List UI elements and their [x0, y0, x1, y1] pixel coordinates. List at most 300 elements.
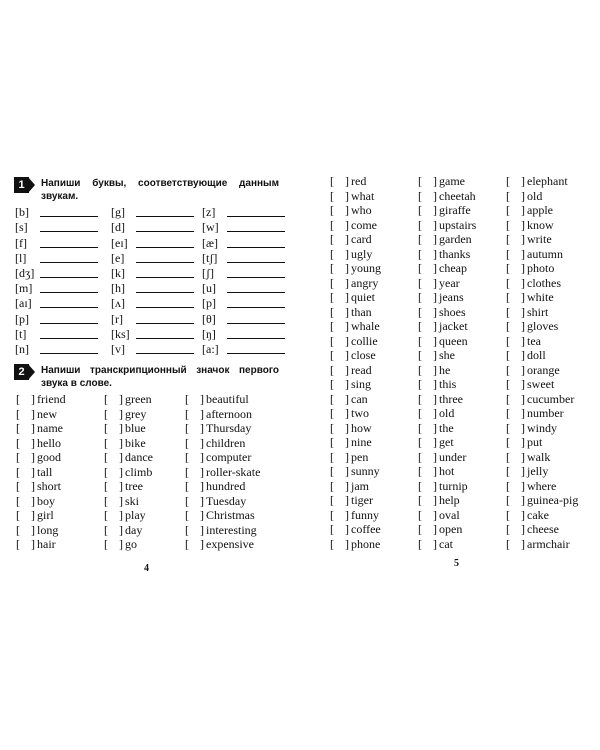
bracket-close: ] — [345, 261, 349, 275]
bracket-open: [ — [506, 348, 510, 362]
task-1-instruction: Напиши буквы, соответствующие данным звукам. — [41, 178, 279, 202]
word-item — [330, 174, 381, 189]
bracket-close: ] — [433, 362, 437, 377]
bracket-open: [ — [506, 304, 510, 319]
answer-blank[interactable] — [136, 337, 194, 339]
bracket-close: ] — [345, 507, 349, 522]
bracket-open: [ — [418, 391, 422, 406]
bracket-close: ] — [345, 319, 349, 333]
bracket-close: ] — [345, 203, 349, 217]
bracket-open: [ — [418, 522, 422, 536]
word-item — [418, 247, 476, 262]
word-text: queen — [439, 333, 468, 348]
sound-item — [202, 296, 290, 311]
word-item — [16, 392, 66, 407]
sound-symbol: [n] — [15, 341, 29, 356]
word-item — [104, 436, 153, 451]
bracket-open: [ — [506, 391, 510, 406]
word-text: whale — [351, 319, 380, 333]
word-text: cat — [439, 536, 453, 551]
bracket-close: ] — [345, 435, 349, 449]
word-item — [506, 377, 578, 392]
word-item — [330, 363, 381, 378]
bracket-close: ] — [433, 377, 437, 391]
bracket-open: [ — [506, 203, 510, 217]
answer-blank[interactable] — [40, 322, 98, 324]
bracket-close: ] — [521, 464, 525, 478]
bracket-open: [ — [330, 406, 334, 420]
bracket-close: ] — [433, 464, 437, 478]
sound-item — [202, 266, 290, 281]
bracket-open: [ — [506, 319, 510, 333]
bracket-close: ] — [345, 536, 349, 551]
answer-blank[interactable] — [136, 215, 194, 217]
bracket-close: ] — [433, 478, 437, 493]
bracket-open: [ — [418, 333, 422, 348]
word-text: cheese — [527, 522, 559, 536]
word-text: windy — [527, 420, 557, 435]
bracket-close: ] — [345, 232, 349, 246]
word-text: computer — [206, 450, 252, 464]
bracket-close: ] — [119, 479, 123, 493]
bracket-close: ] — [345, 449, 349, 464]
bracket-close: ] — [200, 421, 204, 435]
word-item — [506, 537, 578, 552]
bracket-close: ] — [433, 406, 437, 420]
word-text: clothes — [527, 275, 561, 290]
word-item — [330, 421, 381, 436]
sound-symbol: [s] — [15, 220, 28, 235]
bracket-close: ] — [31, 508, 35, 522]
word-text: red — [351, 174, 367, 188]
sound-item — [15, 296, 111, 311]
word-item — [330, 203, 381, 218]
word-text: put — [527, 435, 543, 449]
answer-blank[interactable] — [136, 322, 194, 324]
answer-blank[interactable] — [227, 337, 285, 339]
answer-blank[interactable] — [136, 261, 194, 263]
word-text: sing — [351, 377, 372, 391]
bracket-open: [ — [104, 493, 108, 508]
word-text: two — [351, 406, 369, 420]
word-text: armchair — [527, 536, 570, 551]
word-text: angry — [351, 275, 379, 290]
sound-item — [111, 266, 202, 281]
answer-blank[interactable] — [136, 246, 194, 248]
bracket-open: [ — [418, 536, 422, 551]
bracket-open: [ — [506, 217, 510, 232]
word-text: pen — [351, 449, 369, 464]
bracket-open: [ — [506, 493, 510, 507]
word-text: game — [439, 174, 465, 188]
bracket-open: [ — [16, 479, 20, 493]
word-text: climb — [125, 464, 153, 479]
word-text: green — [125, 392, 152, 406]
answer-blank[interactable] — [227, 215, 285, 217]
bracket-open: [ — [506, 536, 510, 551]
word-item — [506, 247, 578, 262]
word-text: phone — [351, 536, 381, 551]
sound-item — [202, 251, 290, 266]
bracket-close: ] — [521, 478, 525, 493]
bracket-close: ] — [521, 435, 525, 449]
bracket-open: [ — [330, 493, 334, 507]
sound-item — [15, 220, 111, 235]
word-text: collie — [351, 333, 378, 348]
sound-item — [15, 327, 111, 342]
word-text: hair — [37, 537, 56, 551]
bracket-open: [ — [185, 522, 189, 537]
bracket-close: ] — [31, 537, 35, 551]
word-item — [506, 232, 578, 247]
bracket-open: [ — [506, 188, 510, 203]
sound-item — [15, 281, 111, 296]
word-text: year — [439, 275, 460, 290]
sound-symbol: [ʌ] — [111, 296, 125, 311]
word-item — [330, 247, 381, 262]
word-item — [506, 276, 578, 291]
word-text: photo — [527, 261, 555, 275]
bracket-close: ] — [433, 232, 437, 246]
bracket-open: [ — [418, 174, 422, 188]
word-item — [104, 479, 153, 494]
word-item — [418, 450, 476, 465]
bracket-close: ] — [345, 217, 349, 232]
answer-blank[interactable] — [136, 291, 194, 293]
bracket-close: ] — [521, 522, 525, 536]
bracket-open: [ — [506, 377, 510, 391]
bracket-close: ] — [521, 348, 525, 362]
word-item — [330, 218, 381, 233]
bracket-open: [ — [104, 464, 108, 479]
sound-symbol: [eɪ] — [111, 235, 128, 250]
word-item — [506, 493, 578, 508]
sound-symbol: [m] — [15, 281, 33, 296]
word-text: turnip — [439, 478, 468, 493]
word-item — [506, 290, 578, 305]
bracket-close: ] — [521, 333, 525, 348]
word-text: name — [37, 421, 63, 435]
word-item — [330, 319, 381, 334]
sound-symbol: [ŋ] — [202, 326, 216, 341]
answer-blank[interactable] — [40, 306, 98, 308]
answer-blank[interactable] — [227, 352, 285, 354]
word-text: beautiful — [206, 392, 249, 406]
bracket-close: ] — [345, 304, 349, 319]
word-item — [330, 348, 381, 363]
bracket-open: [ — [16, 450, 20, 464]
word-text: roller-skate — [206, 464, 261, 479]
bracket-open: [ — [506, 174, 510, 188]
answer-blank[interactable] — [227, 276, 285, 278]
word-item — [418, 261, 476, 276]
word-text: friend — [37, 392, 66, 406]
answer-blank[interactable] — [136, 352, 194, 354]
bracket-open: [ — [104, 450, 108, 464]
word-text: who — [351, 203, 372, 217]
task-1-number: 1 — [14, 177, 29, 193]
answer-blank[interactable] — [227, 306, 285, 308]
bracket-open: [ — [185, 479, 189, 493]
answer-blank[interactable] — [227, 291, 285, 293]
sound-symbol: [a:] — [202, 341, 219, 356]
bracket-close: ] — [31, 392, 35, 406]
answer-blank[interactable] — [227, 322, 285, 324]
sound-symbol: [v] — [111, 341, 125, 356]
bracket-close: ] — [345, 377, 349, 391]
sound-symbol: [p] — [202, 296, 216, 311]
word-text: close — [351, 348, 376, 362]
bracket-close: ] — [31, 435, 35, 450]
word-item — [418, 479, 476, 494]
bracket-open: [ — [418, 435, 422, 449]
bracket-close: ] — [521, 362, 525, 377]
bracket-open: [ — [104, 435, 108, 450]
bracket-close: ] — [345, 246, 349, 261]
bracket-open: [ — [330, 348, 334, 362]
word-item — [185, 479, 260, 494]
word-text: help — [439, 493, 460, 507]
bracket-open: [ — [104, 421, 108, 435]
bracket-open: [ — [185, 537, 189, 551]
word-item — [185, 392, 260, 407]
word-text: old — [527, 188, 543, 203]
bracket-close: ] — [119, 464, 123, 479]
answer-blank[interactable] — [40, 230, 98, 232]
bracket-close: ] — [200, 522, 204, 537]
bracket-close: ] — [433, 536, 437, 551]
word-text: garden — [439, 232, 472, 246]
answer-blank[interactable] — [136, 306, 194, 308]
word-item — [185, 436, 260, 451]
word-item — [104, 508, 153, 523]
word-item — [104, 537, 153, 552]
word-item — [418, 189, 476, 204]
task-1-header — [14, 177, 284, 203]
bracket-close: ] — [345, 420, 349, 435]
bracket-close: ] — [345, 406, 349, 420]
answer-blank[interactable] — [40, 261, 98, 263]
word-item — [185, 537, 260, 552]
word-item — [104, 465, 153, 480]
word-text: jacket — [439, 319, 468, 333]
sound-symbol: [f] — [15, 235, 27, 250]
sound-symbol: [w] — [202, 220, 219, 235]
bracket-close: ] — [521, 246, 525, 261]
word-item — [185, 407, 260, 422]
word-item — [104, 407, 153, 422]
word-text: doll — [527, 348, 546, 362]
sound-item — [202, 342, 290, 357]
bracket-close: ] — [345, 188, 349, 203]
bracket-open: [ — [330, 232, 334, 246]
word-item — [418, 348, 476, 363]
word-text: grey — [125, 406, 147, 421]
word-item — [418, 305, 476, 320]
bracket-close: ] — [433, 203, 437, 217]
bracket-open: [ — [330, 333, 334, 348]
word-text: cheap — [439, 261, 467, 275]
word-text: day — [125, 522, 143, 537]
answer-blank[interactable] — [136, 230, 194, 232]
sound-symbol: [θ] — [202, 311, 216, 326]
word-text: thanks — [439, 246, 471, 261]
bracket-close: ] — [521, 217, 525, 232]
word-text: afternoon — [206, 406, 252, 421]
word-text: come — [351, 217, 377, 232]
bracket-open: [ — [330, 391, 334, 406]
bracket-open: [ — [418, 261, 422, 275]
word-item — [506, 218, 578, 233]
bracket-open: [ — [185, 421, 189, 435]
bracket-close: ] — [345, 522, 349, 536]
sound-symbol: [h] — [111, 281, 125, 296]
bracket-close: ] — [433, 435, 437, 449]
word-text: can — [351, 391, 368, 406]
sound-item — [202, 220, 290, 235]
word-text: children — [206, 435, 246, 450]
bracket-open: [ — [185, 392, 189, 406]
bracket-close: ] — [345, 348, 349, 362]
bracket-open: [ — [418, 319, 422, 333]
word-item — [418, 377, 476, 392]
bracket-close: ] — [521, 232, 525, 246]
answer-blank[interactable] — [40, 291, 98, 293]
sound-item — [111, 220, 202, 235]
answer-blank[interactable] — [136, 276, 194, 278]
word-item — [16, 523, 66, 538]
bracket-open: [ — [16, 406, 20, 421]
sound-item — [111, 327, 202, 342]
word-item — [330, 189, 381, 204]
word-text: elephant — [527, 174, 568, 188]
bracket-open: [ — [330, 290, 334, 304]
bracket-open: [ — [418, 246, 422, 261]
word-item — [506, 479, 578, 494]
bracket-close: ] — [433, 391, 437, 406]
word-text: blue — [125, 421, 146, 435]
sound-item — [202, 281, 290, 296]
sound-item — [15, 311, 111, 326]
bracket-open: [ — [330, 522, 334, 536]
bracket-open: [ — [185, 435, 189, 450]
bracket-open: [ — [418, 290, 422, 304]
answer-blank[interactable] — [40, 352, 98, 354]
answer-blank[interactable] — [40, 337, 98, 339]
bracket-close: ] — [119, 493, 123, 508]
bracket-close: ] — [433, 174, 437, 188]
bracket-close: ] — [433, 290, 437, 304]
answer-blank[interactable] — [40, 215, 98, 217]
word-text: under — [439, 449, 467, 464]
answer-blank[interactable] — [227, 230, 285, 232]
bracket-close: ] — [119, 392, 123, 406]
answer-blank[interactable] — [40, 246, 98, 248]
word-text: hot — [439, 464, 455, 478]
word-item — [418, 203, 476, 218]
sound-item — [111, 311, 202, 326]
word-item — [104, 421, 153, 436]
word-item — [418, 537, 476, 552]
bracket-close: ] — [119, 537, 123, 551]
task-2-instruction: Напиши транскрипционный значок первого звука в слове. — [41, 365, 279, 389]
word-text: number — [527, 406, 564, 420]
word-item — [104, 523, 153, 538]
word-item — [330, 392, 381, 407]
bracket-close: ] — [200, 479, 204, 493]
word-text: where — [527, 478, 557, 493]
bracket-open: [ — [418, 217, 422, 232]
word-text: coffee — [351, 522, 381, 536]
bracket-open: [ — [330, 536, 334, 551]
bracket-open: [ — [330, 188, 334, 203]
word-text: jam — [351, 478, 369, 493]
sound-symbol: [aɪ] — [15, 296, 32, 311]
bracket-open: [ — [104, 392, 108, 406]
bracket-close: ] — [433, 261, 437, 275]
badge-arrow-icon — [28, 364, 35, 380]
bracket-open: [ — [418, 203, 422, 217]
word-item — [506, 189, 578, 204]
word-item — [104, 392, 153, 407]
sound-symbol: [p] — [15, 311, 29, 326]
word-item — [16, 450, 66, 465]
word-text: funny — [351, 507, 379, 522]
bracket-open: [ — [418, 362, 422, 377]
sound-item — [202, 205, 290, 220]
word-item — [506, 203, 578, 218]
bracket-open: [ — [330, 507, 334, 522]
word-text: cake — [527, 507, 549, 522]
word-item — [185, 465, 260, 480]
word-column-3 — [185, 392, 260, 552]
sound-symbol: [tʃ] — [202, 250, 218, 265]
word-item — [418, 334, 476, 349]
task-2-number: 2 — [14, 364, 29, 380]
bracket-open: [ — [506, 464, 510, 478]
word-item — [418, 218, 476, 233]
answer-blank[interactable] — [227, 261, 285, 263]
bracket-close: ] — [521, 304, 525, 319]
answer-blank[interactable] — [40, 276, 98, 278]
bracket-open: [ — [418, 493, 422, 507]
bracket-open: [ — [330, 449, 334, 464]
bracket-open: [ — [330, 377, 334, 391]
word-item — [185, 421, 260, 436]
bracket-close: ] — [345, 333, 349, 348]
bracket-open: [ — [330, 319, 334, 333]
word-text: long — [37, 522, 59, 537]
bracket-open: [ — [330, 435, 334, 449]
word-item — [506, 174, 578, 189]
word-item — [506, 392, 578, 407]
word-item — [16, 407, 66, 422]
word-text: expensive — [206, 537, 254, 551]
word-text: girl — [37, 508, 54, 522]
bracket-open: [ — [506, 333, 510, 348]
word-text: cucumber — [527, 391, 575, 406]
bracket-open: [ — [330, 275, 334, 290]
bracket-open: [ — [418, 464, 422, 478]
answer-blank[interactable] — [227, 246, 285, 248]
bracket-open: [ — [330, 246, 334, 261]
word-text: tree — [125, 479, 143, 493]
word-item — [330, 508, 381, 523]
bracket-close: ] — [345, 174, 349, 188]
bracket-close: ] — [433, 449, 437, 464]
sound-symbol: [æ] — [202, 235, 218, 250]
bracket-open: [ — [185, 464, 189, 479]
